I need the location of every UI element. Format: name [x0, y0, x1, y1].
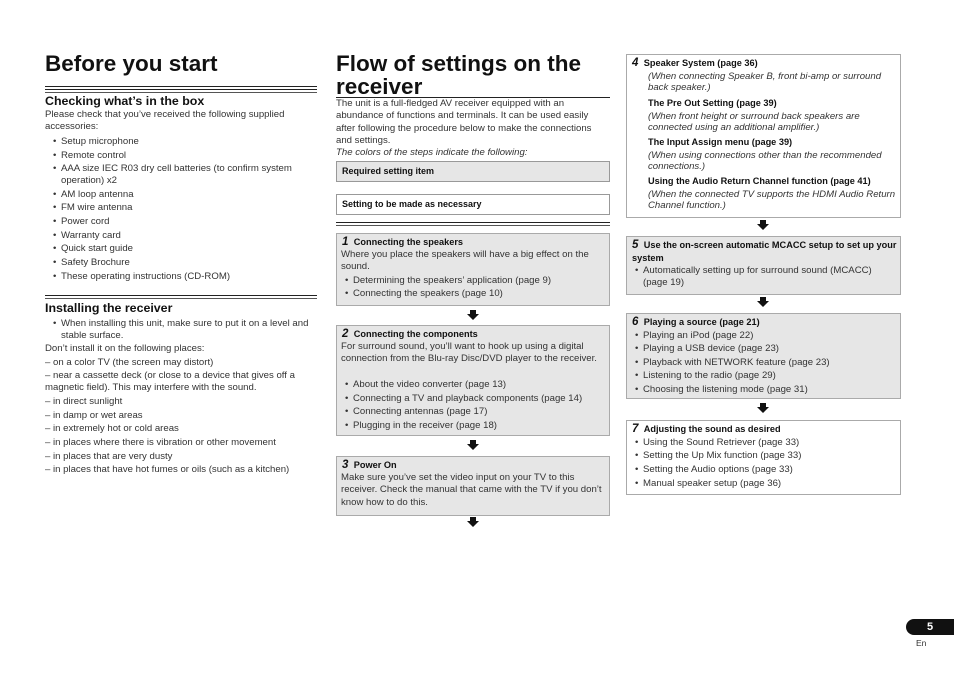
- step-title: Adjusting the sound as desired: [643, 424, 781, 434]
- list-item: • Quick start guide: [45, 243, 315, 255]
- section-rule: [45, 89, 317, 93]
- list-item: • AAA size IEC R03 dry cell batteries (to confirm system operation) x2: [45, 163, 315, 188]
- list-item: – in places that are very dusty: [45, 451, 173, 462]
- step-4-box: [626, 54, 901, 218]
- step-number: 6: [632, 316, 639, 328]
- step-text: Make sure you’ve set the video input on your TV to this receiver. Check the manual that came with the TV if you don’t know how to do this.: [341, 472, 602, 508]
- step-6-heading: [632, 316, 760, 329]
- list-item: – in damp or wet areas: [45, 410, 143, 421]
- down-arrow-icon: [467, 310, 479, 320]
- list-item: • Playing an iPod (page 22): [627, 330, 897, 342]
- section-rule: [45, 295, 317, 299]
- step-6-box: [626, 313, 901, 399]
- list-item: • Setup microphone: [45, 136, 315, 148]
- title-rule: [45, 86, 317, 87]
- step-number: 2: [342, 328, 349, 340]
- step-number: 5: [632, 239, 639, 251]
- step-2-box: [336, 325, 610, 436]
- list-item: • Remote control: [45, 150, 315, 162]
- list-item: • Playback with NETWORK feature (page 23): [627, 357, 897, 369]
- down-arrow-icon: [757, 220, 769, 230]
- legend-necessary-label: Setting to be made as necessary: [342, 199, 482, 209]
- list-item: – in direct sunlight: [45, 396, 123, 407]
- step-5-box: [626, 236, 901, 295]
- list-item: • Connecting the speakers (page 10): [337, 288, 607, 300]
- list-item: • Listening to the radio (page 29): [627, 370, 897, 382]
- step-text: Where you place the speakers will have a big effect on the sound.: [341, 249, 589, 273]
- step-title: Power On: [353, 460, 397, 470]
- list-item: • Connecting a TV and playback components (page 14): [337, 393, 607, 405]
- down-arrow-icon: [757, 403, 769, 413]
- list-item: • Determining the speakers’ application (page 9): [337, 275, 607, 287]
- list-item: • About the video converter (page 13): [337, 379, 607, 391]
- list-item: • Plugging in the receiver (page 18): [337, 420, 607, 432]
- section-heading-checking: Checking what’s in the box: [45, 94, 205, 108]
- step-title: Connecting the components: [353, 329, 478, 339]
- installing-intro: Don’t install it on the following places:: [45, 343, 205, 354]
- list-item: • Setting the Up Mix function (page 33): [627, 450, 897, 462]
- step-note: (When connecting Speaker B, front bi-amp or surround back speaker.): [648, 71, 882, 93]
- page-number-badge: 5: [906, 619, 954, 635]
- list-item: – in places where there is vibration or other movement: [45, 437, 276, 448]
- step-3-heading: [342, 459, 397, 472]
- step-title: The Input Assign menu (page 39): [648, 137, 793, 147]
- list-item: • When installing this unit, make sure to put it on a level and stable surface.: [45, 318, 315, 343]
- step-title: Use the on-screen automatic MCACC setup to set up your system: [632, 240, 897, 264]
- list-item: • AM loop antenna: [45, 189, 315, 201]
- step-title: Playing a source (page 21): [643, 317, 760, 327]
- list-item: • Setting the Audio options (page 33): [627, 464, 897, 476]
- step-text: For surround sound, you’ll want to hook up using a digital connection from the Blu-ray Disc/DVD player to the receiver.: [341, 341, 597, 365]
- list-item: • Choosing the listening mode (page 31): [627, 384, 897, 396]
- colors-note: The colors of the steps indicate the following:: [336, 147, 528, 158]
- step-1-heading: [342, 236, 463, 249]
- list-item: • Playing a USB device (page 23): [627, 343, 897, 355]
- list-item: – in places that have hot fumes or oils (such as a kitchen): [45, 464, 290, 475]
- list-item: • Warranty card: [45, 230, 315, 242]
- step-title: The Pre Out Setting (page 39): [648, 98, 777, 108]
- step-title: Connecting the speakers: [353, 237, 464, 247]
- list-item: • Power cord: [45, 216, 315, 228]
- legend-required: [336, 161, 610, 182]
- list-item: • Manual speaker setup (page 36): [627, 478, 897, 490]
- step-note: (When using connections other than the recommended connections.): [648, 150, 882, 172]
- step-note: (When the connected TV supports the HDMI Audio Return Channel function.): [648, 189, 896, 211]
- step-number: 7: [632, 423, 639, 435]
- step-title: Using the Audio Return Channel function (page 41): [648, 176, 871, 186]
- legend-necessary: [336, 194, 610, 215]
- legend-required-label: Required setting item: [342, 166, 435, 176]
- step-3-box: [336, 456, 610, 516]
- step-4-heading: [632, 57, 758, 70]
- flow-intro: The unit is a full-fledged AV receiver equipped with an abundance of functions and terminals. It can be used easily after following the procedure below to make the connections and settings.: [336, 98, 592, 147]
- list-item: – in extremely hot or cold areas: [45, 423, 179, 434]
- list-item: – near a cassette deck (or close to a device that gives off a magnetic field). This may interfere with the sound.: [45, 370, 295, 394]
- step-title: Speaker System (page 36): [643, 58, 758, 68]
- step-1-box: [336, 233, 610, 306]
- step-7-heading: [632, 423, 781, 436]
- page-title: Before you start: [45, 51, 218, 76]
- section-rule: [336, 222, 610, 226]
- flow-title: Flow of settings on the receiver: [336, 51, 581, 99]
- step-number: 3: [342, 459, 349, 471]
- list-item: • Connecting antennas (page 17): [337, 406, 607, 418]
- list-item: – on a color TV (the screen may distort): [45, 357, 214, 368]
- list-item: • Automatically setting up for surround sound (MCACC) (page 19): [627, 265, 897, 290]
- checking-intro: Please check that you’ve received the following supplied accessories:: [45, 109, 285, 133]
- list-item: • FM wire antenna: [45, 202, 315, 214]
- step-number: 1: [342, 236, 349, 248]
- list-item: • Using the Sound Retriever (page 33): [627, 437, 897, 449]
- list-item: • Safety Brochure: [45, 257, 315, 269]
- step-note: (When front height or surround back speakers are connected using an additional amplifier.): [648, 111, 860, 133]
- language-label: En: [916, 638, 927, 648]
- step-number: 4: [632, 57, 639, 69]
- down-arrow-icon: [757, 297, 769, 307]
- down-arrow-icon: [467, 440, 479, 450]
- step-2-heading: [342, 328, 478, 341]
- list-item: • These operating instructions (CD-ROM): [45, 271, 315, 283]
- step-5-heading: [632, 239, 898, 266]
- down-arrow-icon: [467, 517, 479, 527]
- step-7-box: [626, 420, 901, 495]
- section-heading-installing: Installing the receiver: [45, 301, 173, 315]
